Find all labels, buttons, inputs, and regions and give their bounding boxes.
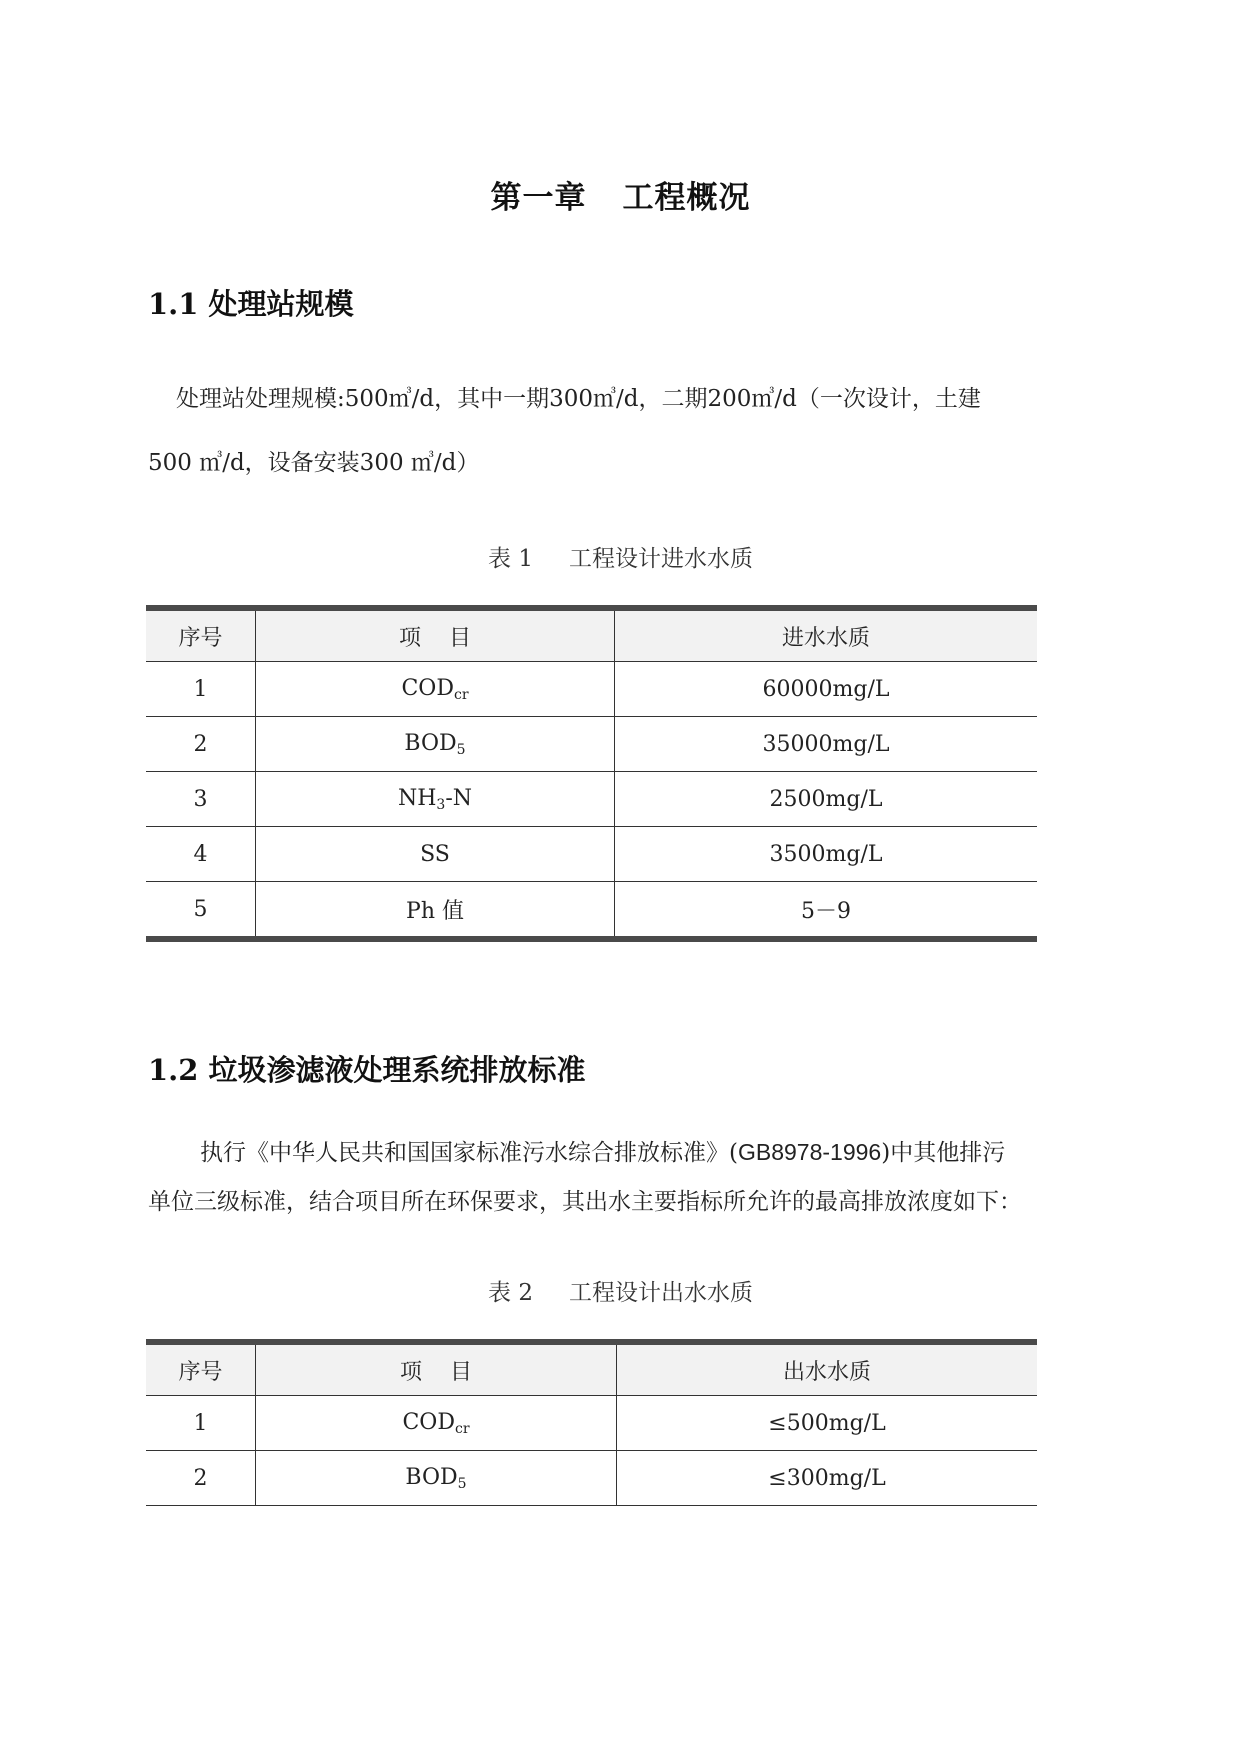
table2-row2-value: ≤300mg/L	[617, 1451, 1038, 1506]
table2-row1-item	[256, 1396, 617, 1451]
table-row	[146, 717, 1037, 772]
section-1-1-paragraph-line1: 处理站处理规模:500㎥/d，其中一期300㎥/d，二期200㎥/d（一次设计，土建	[176, 386, 981, 412]
table1-header-row	[146, 608, 1037, 662]
table2-caption-text: 工程设计出水水质	[568, 1280, 753, 1306]
item-subscript: cr	[453, 686, 469, 703]
table-row	[146, 772, 1037, 827]
table1-row5-value: 5－9	[615, 882, 1038, 940]
table-row	[146, 882, 1037, 940]
item-name: COD	[402, 1409, 455, 1435]
para-text: 执行《中华人民共和国国家标准污水综合排放标准》(	[200, 1140, 738, 1166]
para-text: )中其他排污	[881, 1140, 1006, 1166]
chapter-name: 工程概况	[622, 180, 751, 216]
table2	[146, 1339, 1037, 1506]
table1-row1-value: 60000mg/L	[615, 662, 1038, 717]
item-subscript: cr	[454, 1420, 470, 1437]
table2-header-no: 序号	[146, 1342, 256, 1396]
item-subscript: 5	[457, 1475, 467, 1492]
table1-row3-no: 3	[146, 772, 256, 827]
item-subscript: 5	[456, 741, 466, 758]
chapter-number: 第一章	[490, 180, 587, 216]
item-name: COD	[401, 675, 454, 701]
item-name: BOD	[404, 730, 457, 756]
section-heading-1-1: 1.1 处理站规模	[148, 287, 354, 321]
table1-header-no: 序号	[146, 608, 256, 662]
table2-header-item: 项 目	[256, 1342, 617, 1396]
table1-row3-item	[256, 772, 615, 827]
table1-caption-text: 工程设计进水水质	[568, 546, 753, 572]
table2-row1-no: 1	[146, 1396, 256, 1451]
table2-row2-no: 2	[146, 1451, 256, 1506]
table1	[146, 605, 1037, 942]
table1-row4-value: 3500mg/L	[615, 827, 1038, 882]
table1-row5-item: Ph 值	[256, 882, 615, 940]
table1-header-value: 进水水质	[615, 608, 1038, 662]
item-suffix: -N	[445, 785, 473, 811]
table2-caption	[0, 1274, 1241, 1307]
table-row	[146, 1451, 1037, 1506]
table1-header-item: 项 目	[256, 608, 615, 662]
table-row	[146, 1396, 1037, 1451]
table2-row2-item	[256, 1451, 617, 1506]
item-name: NH	[397, 785, 437, 811]
table2-header-value: 出水水质	[617, 1342, 1038, 1396]
table1-row5-no: 5	[146, 882, 256, 940]
table-row	[146, 662, 1037, 717]
table1-row2-item	[256, 717, 615, 772]
table-row	[146, 827, 1037, 882]
table1-row2-no: 2	[146, 717, 256, 772]
item-subscript: 3	[436, 796, 446, 813]
table2-header-row	[146, 1342, 1037, 1396]
table1-row2-value: 35000mg/L	[615, 717, 1038, 772]
standard-code: GB8978-1996	[737, 1139, 882, 1165]
section-1-1-paragraph-line2: 500 ㎥/d，设备安装300 ㎥/d）	[148, 450, 480, 476]
table2-caption-number: 表 2	[488, 1280, 533, 1306]
table1-row1-item	[256, 662, 615, 717]
table1-row3-value: 2500mg/L	[615, 772, 1038, 827]
section-1-2-paragraph-line1	[148, 1134, 1098, 1167]
table1-row4-no: 4	[146, 827, 256, 882]
section-1-2-paragraph-line2: 单位三级标准，结合项目所在环保要求，其出水主要指标所允许的最高排放浓度如下：	[148, 1189, 1022, 1215]
table2-row1-value: ≤500mg/L	[617, 1396, 1038, 1451]
table1-row4-item: SS	[256, 827, 615, 882]
chapter-title	[0, 172, 1241, 217]
section-heading-1-2: 1.2 垃圾渗滤液处理系统排放标准	[148, 1053, 586, 1087]
table1-caption	[0, 540, 1241, 573]
table1-row1-no: 1	[146, 662, 256, 717]
item-name: BOD	[405, 1464, 458, 1490]
table1-caption-number: 表 1	[488, 546, 533, 572]
